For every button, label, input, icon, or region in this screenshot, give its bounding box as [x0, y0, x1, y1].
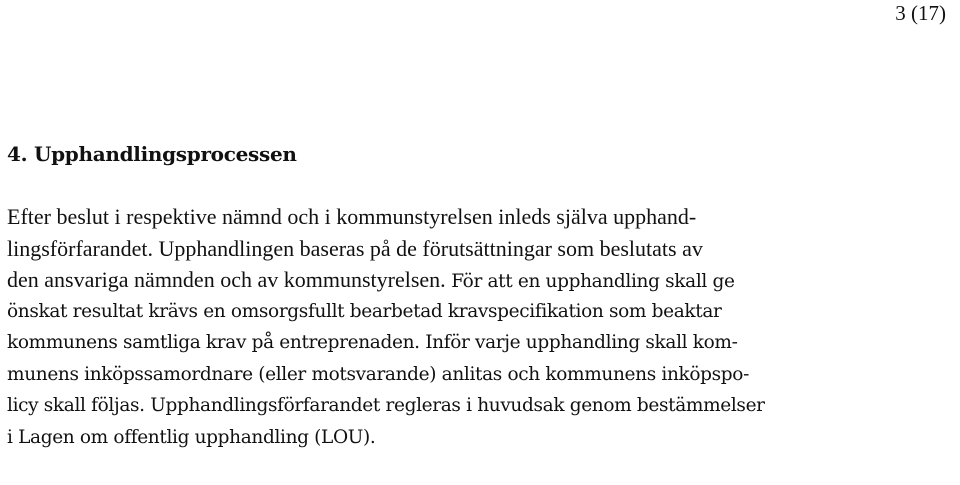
paragraph-line-mixed [7, 264, 957, 296]
body-paragraph [7, 201, 957, 485]
paragraph-line: kommunens samtliga krav på entreprenaden. Inför varje upphandling skall kom- [7, 332, 738, 353]
paragraph-line [7, 453, 957, 485]
paragraph-line: lingsförfarandet. Upphandlingen baseras på de förutsättningar som beslutats av [7, 235, 703, 261]
paragraph-line: licy skall följas. Upphandlingsförfarandet regleras i huvudsak genom bestämmelser [7, 395, 765, 416]
paragraph-line: Efter beslut i respektive nämnd och i kommunstyrelsen inleds själva upphand- [7, 204, 697, 229]
paragraph-line-part: den ansvariga nämnden och av kommunstyrelsen. [7, 267, 446, 292]
paragraph-line-part: För att en upphandling skall ge [445, 271, 735, 292]
paragraph-line: munens inköpssamordnare (eller motsvarande) anlitas och kommunens inköpspo- [7, 363, 749, 385]
paragraph-line: önskat resultat krävs en omsorgsfullt bearbetad kravspecifikation som beaktar [7, 300, 722, 322]
page-number: 3 (17) [895, 1, 946, 25]
paragraph-line: i Lagen om offentlig upphandling (LOU). [7, 426, 376, 448]
section-heading: 4. Upphandlingsprocessen [7, 142, 297, 166]
